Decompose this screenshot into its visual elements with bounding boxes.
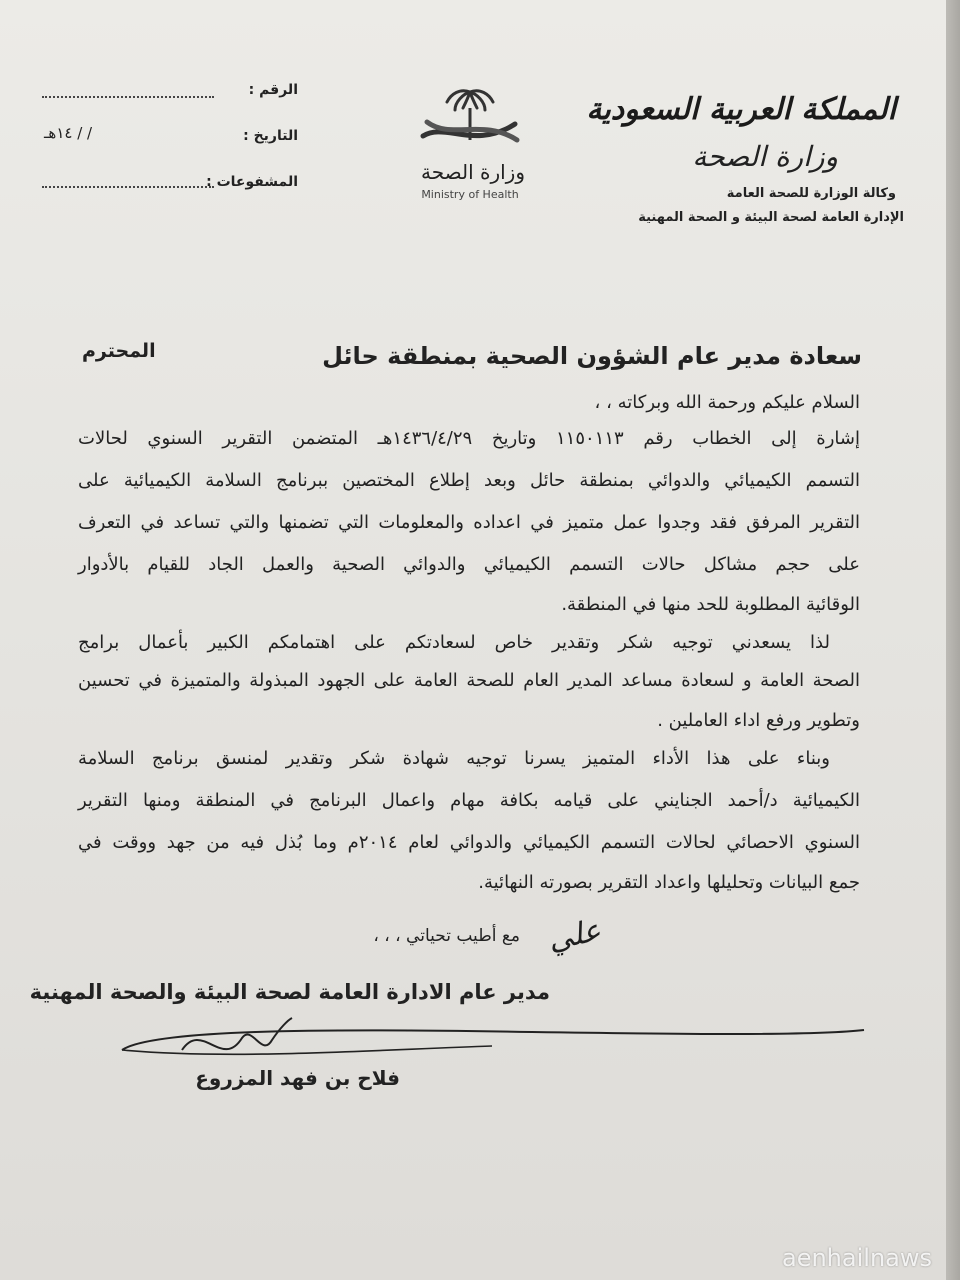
body-line-12: جمع البيانات وتحليلها واعداد التقرير بصورته النهائية. xyxy=(478,872,860,893)
signatory-title: مدير عام الادارة العامة لصحة البيئة والصحة المهنية xyxy=(29,980,550,1004)
date-value: / / ١٤هـ xyxy=(44,124,93,142)
agency-title: وكالة الوزارة للصحة العامة xyxy=(726,186,896,201)
body-line-6: لذا يسعدني توجيه شكر وتقدير خاص لسعادتكم على اهتمامكم الكبير بأعمال برامج xyxy=(78,632,830,653)
logo-english-text: Ministry of Health xyxy=(421,188,519,201)
body-line-1: إشارة إلى الخطاب رقم ١١٥٠١١٣ وتاريخ ١٤٣٦/٤/٢٩هـ المتضمن التقرير السنوي لحالات xyxy=(78,428,860,449)
body-line-3: التقرير المرفق فقد وجدوا عمل متميز في اعداده والمعلومات التي تضمنها والتي تساعد في التعرف xyxy=(78,512,860,533)
handwritten-initial: علي xyxy=(544,912,604,959)
greeting-line: السلام عليكم ورحمة الله وبركاته ، ، xyxy=(594,392,860,413)
body-line-10: الكيميائية د/أحمد الجنايني على قيامه بكافة مهام واعمال البرنامج في المنطقة ومنها التقرير xyxy=(78,790,860,811)
reference-dotted-line xyxy=(42,96,214,98)
body-line-4: على حجم مشاكل حالات التسمم الكيميائي والدوائي الصحية والعمل الجاد للقيام بالأدوار xyxy=(78,554,860,575)
honorific: المحترم xyxy=(82,340,156,362)
ministry-title: وزارة الصحة xyxy=(692,140,838,173)
body-line-7: الصحة العامة و لسعادة مساعد المدير العام للصحة العامة على الجهود المبذولة والمتميزة في تحسين xyxy=(78,670,860,691)
body-line-8: وتطوير ورفع اداء العاملين . xyxy=(657,710,860,731)
addressee-line: سعادة مدير عام الشؤون الصحية بمنطقة حائل xyxy=(322,342,862,370)
attachments-label: المشفوعات : xyxy=(206,174,298,190)
signatory-name: فلاح بن فهد المزروع xyxy=(195,1066,400,1090)
general-department-title: الإدارة العامة لصحة البيئة و الصحة المهنية xyxy=(638,210,904,225)
body-line-2: التسمم الكيميائي والدوائي بمنطقة حائل وبعد إطلاع المختصين ببرنامج السلامة الكيميائية على xyxy=(78,470,860,491)
body-line-9: وبناء على هذا الأداء المتميز يسرنا توجيه شهادة شكر وتقدير لمنسق برنامج السلامة xyxy=(78,748,830,769)
body-line-11: السنوي الاحصائي لحالات التسمم الكيميائي والدوائي لعام ٢٠١٤م وما بُذل فيه من جهد ووقت في xyxy=(78,832,860,853)
reference-label: الرقم : xyxy=(248,82,298,98)
body-line-5: الوقائية المطلوبة للحد منها في المنطقة. xyxy=(561,594,860,615)
watermark-text: aenhailnaws xyxy=(782,1244,932,1272)
kingdom-title: المملكة العربية السعودية xyxy=(586,92,896,127)
logo-arabic-text: وزارة الصحة xyxy=(421,160,525,184)
page-edge-shadow xyxy=(946,0,960,1280)
date-label: التاريخ : xyxy=(243,128,298,144)
attachments-dotted-line xyxy=(42,186,214,188)
closing-line: مع أطيب تحياتي ، ، ، xyxy=(373,926,520,946)
